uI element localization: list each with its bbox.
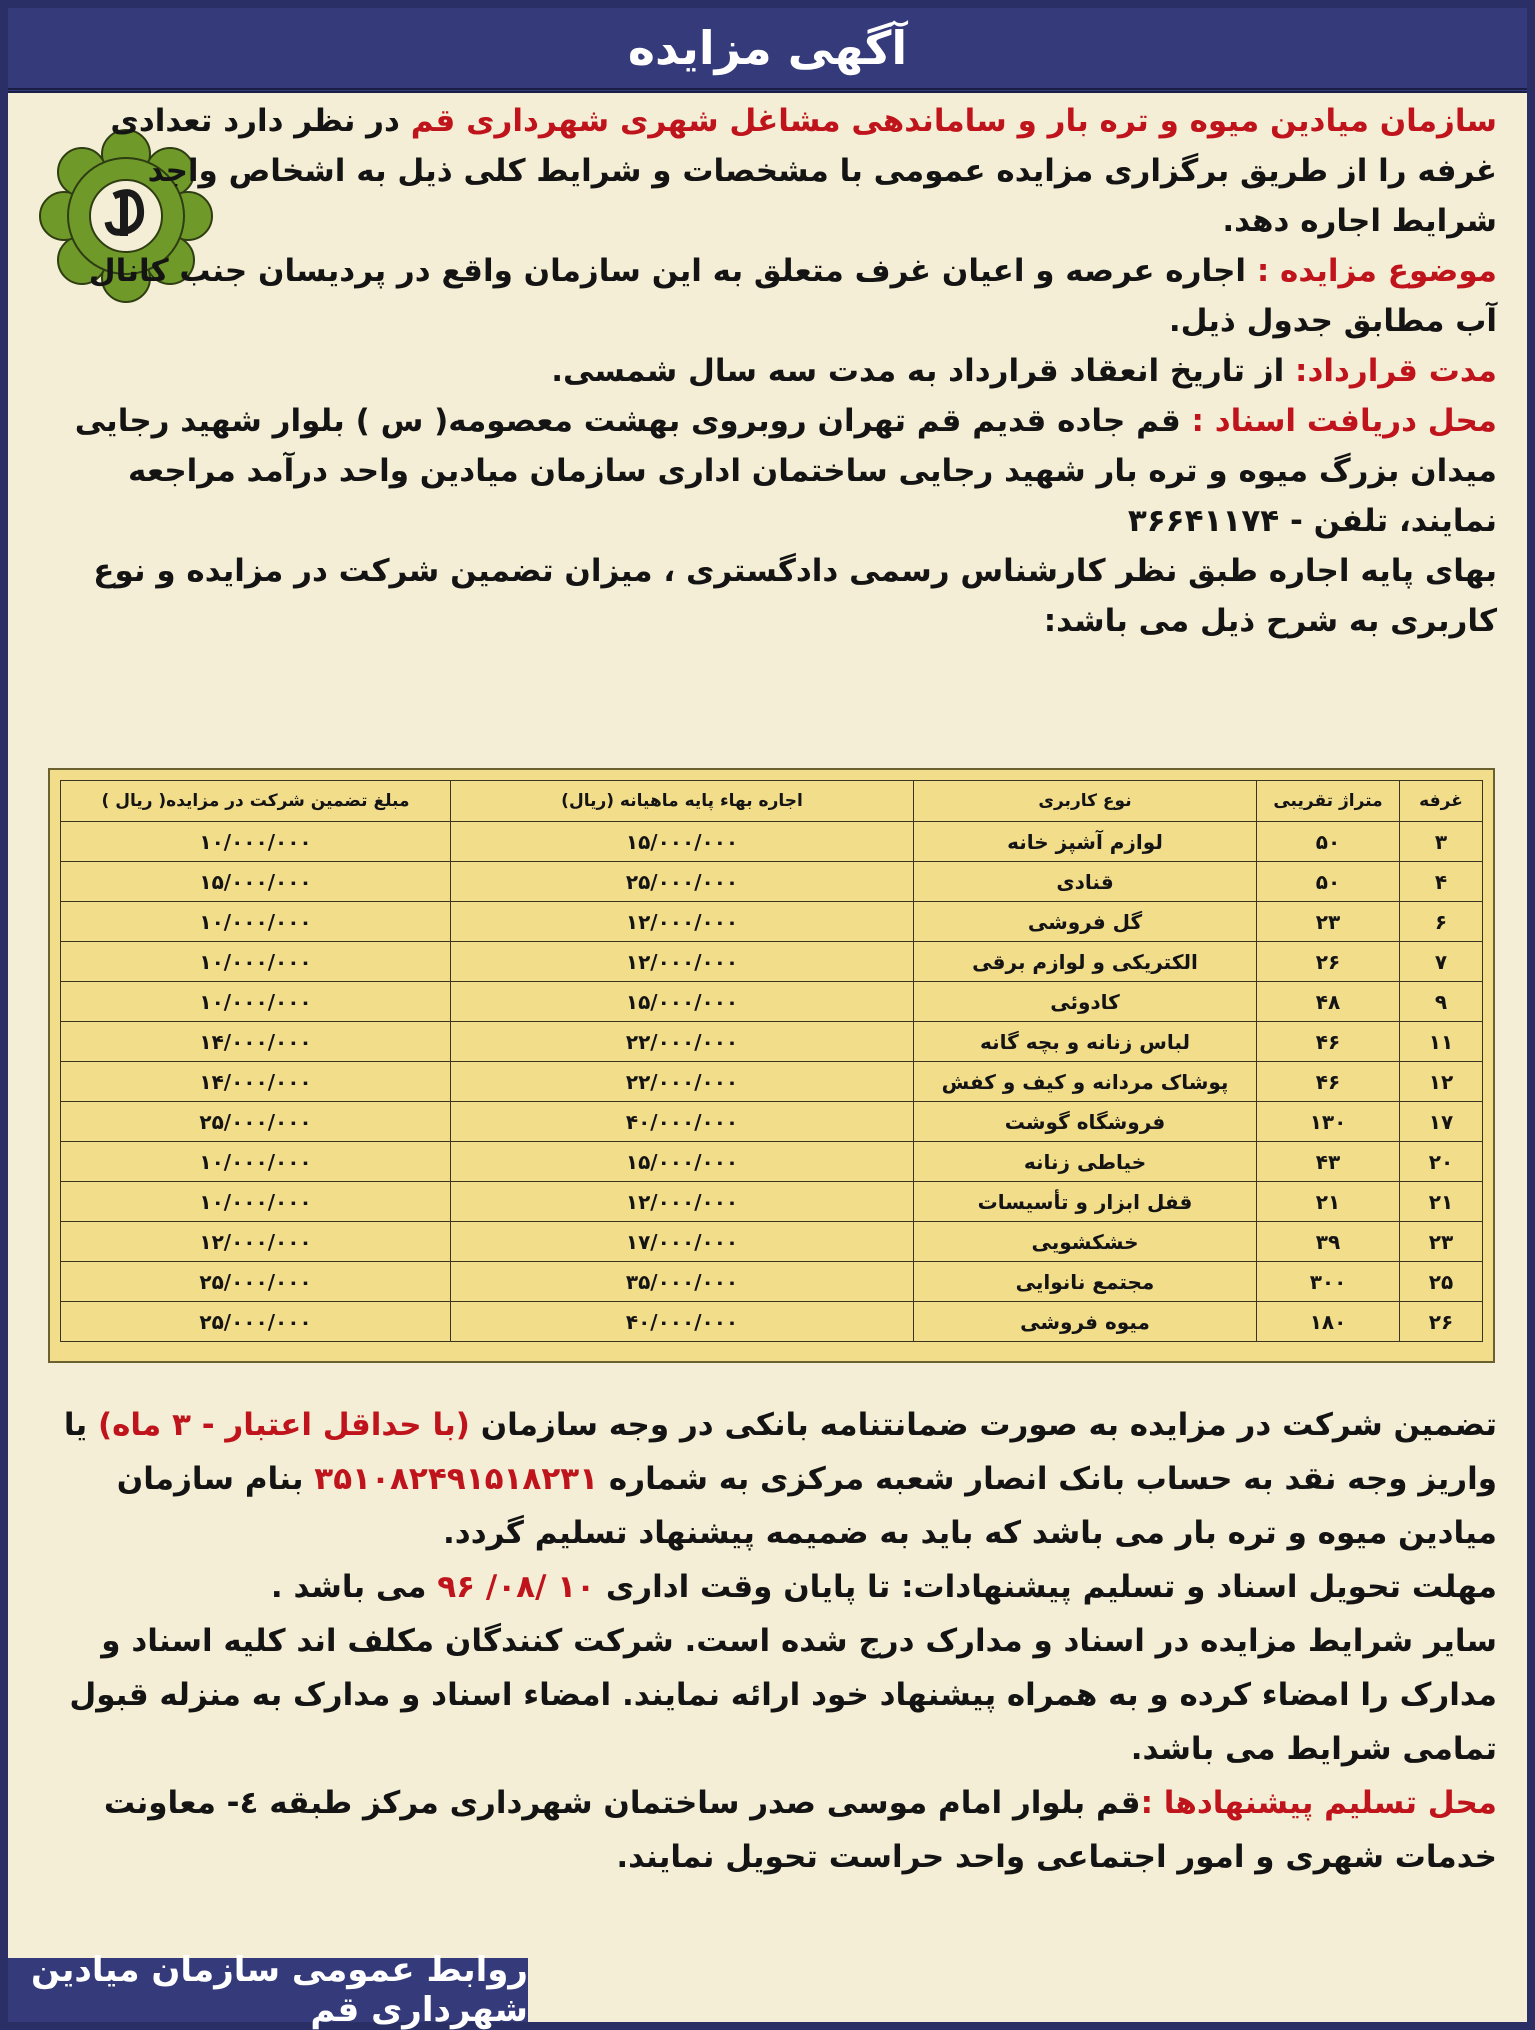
cell-usage: لباس زنانه و بچه گانه <box>914 1022 1257 1062</box>
submission-paragraph <box>38 1776 1497 1884</box>
cell-area: ۲۳ <box>1257 902 1400 942</box>
table-row <box>61 1262 1483 1302</box>
cell-usage: گل فروشی <box>914 902 1257 942</box>
cell-area: ۵۰ <box>1257 822 1400 862</box>
cell-area: ۱۸۰ <box>1257 1302 1400 1342</box>
header-area: متراژ تقریبی <box>1257 781 1400 822</box>
documents-paragraph <box>38 396 1497 546</box>
table-row <box>61 1302 1483 1342</box>
cell-usage: خشکشویی <box>914 1222 1257 1262</box>
other-terms-text: سایر شرایط مزایده در اسناد و مدارک درج شده است. شرکت کنندگان مکلف اند کلیه اسناد و مدارک را امضاء کرده و به همراه پیشنهاد خود ارائه نمایند. امضاء اسناد و مدارک به منزله قبول تمامی شرایط می باشد. <box>69 1623 1497 1767</box>
header-monthly-rent: اجاره بهاء پایه ماهیانه (ریال) <box>451 781 914 822</box>
cell-area: ۵۰ <box>1257 862 1400 902</box>
cell-guarantee: ۲۵/۰۰۰/۰۰۰ <box>61 1102 451 1142</box>
footer-text: روابط عمومی سازمان میادین شهرداری قم <box>31 1950 528 2030</box>
cell-booth: ۶ <box>1400 902 1483 942</box>
deadline-paragraph <box>38 1560 1497 1614</box>
cell-booth: ۲۶ <box>1400 1302 1483 1342</box>
cell-area: ۴۳ <box>1257 1142 1400 1182</box>
cell-booth: ۲۱ <box>1400 1182 1483 1222</box>
cell-booth: ۱۷ <box>1400 1102 1483 1142</box>
cell-area: ۲۱ <box>1257 1182 1400 1222</box>
cell-rent: ۴۰/۰۰۰/۰۰۰ <box>451 1102 914 1142</box>
guarantee-account-owner: بنام سازمان میادین میوه و تره بار می باشد که باید به ضمیمه پیشنهاد تسلیم گردد. <box>116 1461 1497 1551</box>
deadline-suffix: می باشد . <box>270 1569 438 1605</box>
subject-paragraph <box>38 246 1497 346</box>
cell-rent: ۲۲/۰۰۰/۰۰۰ <box>451 1062 914 1102</box>
cell-booth: ۲۳ <box>1400 1222 1483 1262</box>
cell-guarantee: ۲۵/۰۰۰/۰۰۰ <box>61 1262 451 1302</box>
intro-text: در نظر دارد تعدادی غرفه را از طریق برگزاری مزایده عمومی با مشخصات و شرایط کلی ذیل به اشخاص واجد شرایط اجاره دهد. <box>110 103 1497 239</box>
footer-public-relations <box>8 1950 528 2030</box>
submission-label: محل تسلیم پیشنهادها : <box>1140 1785 1497 1821</box>
duration-paragraph <box>38 346 1497 396</box>
table-row <box>61 1142 1483 1182</box>
cell-usage: مجتمع نانوایی <box>914 1262 1257 1302</box>
table-header-row <box>61 781 1483 822</box>
cell-booth: ۴ <box>1400 862 1483 902</box>
header-guarantee: مبلغ تضمین شرکت در مزایده( ریال ) <box>61 781 451 822</box>
duration-text: از تاریخ انعقاد قرارداد به مدت سه سال شمسی. <box>551 353 1296 389</box>
cell-booth: ۱۲ <box>1400 1062 1483 1102</box>
cell-rent: ۱۲/۰۰۰/۰۰۰ <box>451 1182 914 1222</box>
deadline-text: مهلت تحویل اسناد و تسلیم پیشنهادات: تا پایان وقت اداری <box>595 1569 1497 1605</box>
cell-area: ۴۶ <box>1257 1062 1400 1102</box>
table-row <box>61 942 1483 982</box>
cell-rent: ۱۲/۰۰۰/۰۰۰ <box>451 902 914 942</box>
other-terms-paragraph <box>38 1614 1497 1776</box>
cell-usage: لوازم آشپز خانه <box>914 822 1257 862</box>
duration-label: مدت قرارداد: <box>1295 353 1497 389</box>
cell-rent: ۱۵/۰۰۰/۰۰۰ <box>451 1142 914 1182</box>
table-body <box>61 822 1483 1342</box>
cell-usage: قنادی <box>914 862 1257 902</box>
table-row <box>61 862 1483 902</box>
documents-text: قم جاده قدیم قم تهران روبروی بهشت معصومه( س ) بلوار شهید رجایی میدان بزرگ میوه و تره بار شهید رجایی ساختمان اداری سازمان میادین واحد درآمد مراجعه نمایند، تلفن - ۳۶۶۴۱۱۷۴ <box>74 403 1497 539</box>
table-row <box>61 902 1483 942</box>
guarantee-validity: (با حداقل اعتبار - ۳ ماه) <box>97 1407 470 1443</box>
table-row <box>61 1182 1483 1222</box>
base-price-paragraph <box>38 546 1497 646</box>
subject-text: اجاره عرصه و اعیان غرف متعلق به این سازمان واقع در پردیسان جنب کانال آب مطابق جدول ذیل. <box>88 253 1497 339</box>
cell-rent: ۴۰/۰۰۰/۰۰۰ <box>451 1302 914 1342</box>
table-row <box>61 1062 1483 1102</box>
cell-usage: قفل ابزار و تأسیسات <box>914 1182 1257 1222</box>
cell-area: ۴۸ <box>1257 982 1400 1022</box>
cell-rent: ۲۵/۰۰۰/۰۰۰ <box>451 862 914 902</box>
cell-booth: ۹ <box>1400 982 1483 1022</box>
cell-usage: کادوئی <box>914 982 1257 1022</box>
submission-text: قم بلوار امام موسی صدر ساختمان شهرداری مرکز طبقه ٤- معاونت خدمات شهری و امور اجتماعی واحد حراست تحویل نمایند. <box>103 1785 1497 1875</box>
base-price-text: بهای پایه اجاره طبق نظر کارشناس رسمی دادگستری ، میزان تضمین شرکت در مزایده و نوع کاربری به شرح ذیل می باشد: <box>93 553 1497 639</box>
page-title-text: آگهی مزایده <box>627 21 908 75</box>
guarantee-text: تضمین شرکت در مزایده به صورت ضمانتنامه بانکی در وجه سازمان <box>469 1407 1497 1443</box>
cell-rent: ۱۵/۰۰۰/۰۰۰ <box>451 822 914 862</box>
cell-area: ۳۰۰ <box>1257 1262 1400 1302</box>
booths-table <box>60 780 1483 1342</box>
cell-usage: فروشگاه گوشت <box>914 1102 1257 1142</box>
cell-rent: ۲۲/۰۰۰/۰۰۰ <box>451 1022 914 1062</box>
subject-label: موضوع مزایده : <box>1256 253 1497 289</box>
cell-guarantee: ۱۲/۰۰۰/۰۰۰ <box>61 1222 451 1262</box>
announcement-terms <box>38 1398 1497 1884</box>
organization-name: سازمان میادین میوه و تره بار و ساماندهی مشاغل شهری شهرداری قم <box>410 103 1497 139</box>
announcement-body <box>38 96 1497 646</box>
cell-guarantee: ۱۰/۰۰۰/۰۰۰ <box>61 942 451 982</box>
page-title <box>8 8 1527 93</box>
bank-account-number: ۳۵۱۰۸۲۴۹۱۵۱۸۲۳۱ <box>314 1461 599 1497</box>
cell-usage: میوه فروشی <box>914 1302 1257 1342</box>
guarantee-account-intro: یا واریز وجه نقد به حساب بانک انصار شعبه مرکزی به شماره <box>63 1407 1497 1497</box>
table-row <box>61 1102 1483 1142</box>
cell-booth: ۲۵ <box>1400 1262 1483 1302</box>
table-row <box>61 1222 1483 1262</box>
cell-usage: الکتریکی و لوازم برقی <box>914 942 1257 982</box>
cell-booth: ۲۰ <box>1400 1142 1483 1182</box>
cell-usage: خیاطی زنانه <box>914 1142 1257 1182</box>
cell-usage: پوشاک مردانه و کیف و کفش <box>914 1062 1257 1102</box>
header-usage: نوع کاربری <box>914 781 1257 822</box>
cell-rent: ۱۲/۰۰۰/۰۰۰ <box>451 942 914 982</box>
cell-guarantee: ۱۰/۰۰۰/۰۰۰ <box>61 1182 451 1222</box>
cell-booth: ۱۱ <box>1400 1022 1483 1062</box>
guarantee-paragraph <box>38 1398 1497 1560</box>
cell-guarantee: ۲۵/۰۰۰/۰۰۰ <box>61 1302 451 1342</box>
cell-rent: ۳۵/۰۰۰/۰۰۰ <box>451 1262 914 1302</box>
cell-guarantee: ۱۴/۰۰۰/۰۰۰ <box>61 1062 451 1102</box>
cell-guarantee: ۱۰/۰۰۰/۰۰۰ <box>61 902 451 942</box>
cell-area: ۲۶ <box>1257 942 1400 982</box>
cell-booth: ۷ <box>1400 942 1483 982</box>
cell-guarantee: ۱۴/۰۰۰/۰۰۰ <box>61 1022 451 1062</box>
cell-rent: ۱۵/۰۰۰/۰۰۰ <box>451 982 914 1022</box>
table-row <box>61 1022 1483 1062</box>
deadline-date: ۱۰ /۰۸/ ۹۶ <box>437 1569 596 1605</box>
cell-guarantee: ۱۰/۰۰۰/۰۰۰ <box>61 1142 451 1182</box>
booths-table-container <box>48 768 1495 1363</box>
documents-label: محل دریافت اسناد : <box>1191 403 1497 439</box>
cell-area: ۱۳۰ <box>1257 1102 1400 1142</box>
cell-rent: ۱۷/۰۰۰/۰۰۰ <box>451 1222 914 1262</box>
cell-area: ۳۹ <box>1257 1222 1400 1262</box>
cell-guarantee: ۱۰/۰۰۰/۰۰۰ <box>61 822 451 862</box>
table-row <box>61 822 1483 862</box>
header-booth: غرفه <box>1400 781 1483 822</box>
cell-guarantee: ۱۵/۰۰۰/۰۰۰ <box>61 862 451 902</box>
table-row <box>61 982 1483 1022</box>
cell-guarantee: ۱۰/۰۰۰/۰۰۰ <box>61 982 451 1022</box>
cell-area: ۴۶ <box>1257 1022 1400 1062</box>
cell-booth: ۳ <box>1400 822 1483 862</box>
intro-paragraph <box>38 96 1497 246</box>
